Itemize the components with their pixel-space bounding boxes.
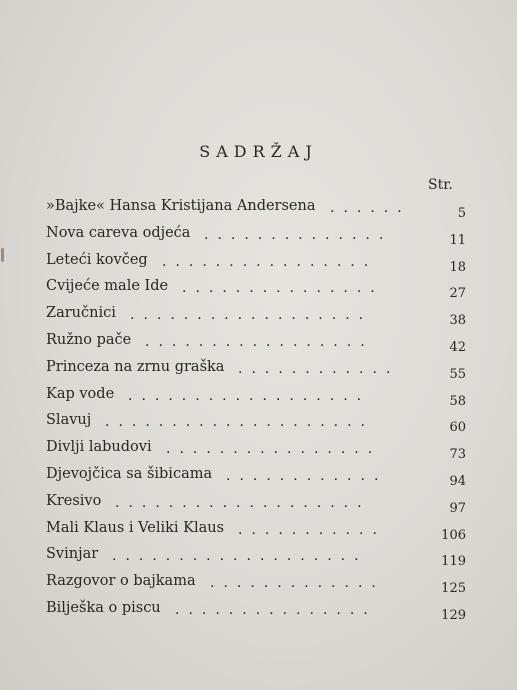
toc-entry xyxy=(46,600,466,626)
dot-leader: ............ xyxy=(238,360,400,377)
toc-entry-page: 18 xyxy=(449,259,466,275)
toc-entry-page: 106 xyxy=(441,527,466,543)
dot-leader: .................. xyxy=(130,307,373,324)
dot-leader: ............ xyxy=(226,468,388,484)
toc-entry xyxy=(46,386,466,412)
toc-entry xyxy=(46,305,466,331)
dot-leader: ...... xyxy=(330,200,411,216)
toc-entry-page: 42 xyxy=(449,340,466,355)
toc-entry xyxy=(46,439,466,465)
toc-entry xyxy=(46,573,466,599)
toc-entry xyxy=(46,278,466,304)
dot-leader: ................ xyxy=(162,253,378,270)
toc-entry-page: 27 xyxy=(449,286,466,302)
toc-entry xyxy=(46,520,466,546)
dot-leader: .................... xyxy=(105,414,375,431)
toc-entry-title: Svinjar xyxy=(46,546,99,563)
toc-entry-page: 38 xyxy=(449,313,466,329)
toc-entry-page: 97 xyxy=(449,500,466,516)
dot-leader: ............... xyxy=(175,602,377,618)
toc-entry-page: 129 xyxy=(441,608,466,623)
toc-entry-title: Ružno pače xyxy=(46,332,132,348)
toc-entry-page: 55 xyxy=(449,366,466,382)
toc-entry xyxy=(46,466,466,492)
toc-entry-title: Slavuj xyxy=(46,412,92,429)
toc-entry-page: 58 xyxy=(449,393,466,409)
toc-entry-page: 60 xyxy=(449,420,466,436)
toc-entry-title: Nova careva odjeća xyxy=(46,224,191,241)
toc-entry xyxy=(46,198,466,224)
dot-leader: ................... xyxy=(112,548,368,565)
toc-entry-page: 119 xyxy=(441,554,466,570)
toc-entry-page: 11 xyxy=(449,232,466,248)
toc-entry-title: Leteći kovčeg xyxy=(46,251,148,268)
toc-entry xyxy=(46,252,466,278)
dot-leader: ............. xyxy=(210,575,385,592)
toc-entry-title: »Bajke« Hansa Kristijana Andersena xyxy=(46,198,316,214)
toc-entry xyxy=(46,359,466,385)
toc-entry xyxy=(46,493,466,519)
page-title: SADRŽAJ xyxy=(199,142,318,161)
toc-entry xyxy=(46,546,466,572)
dot-leader: .............. xyxy=(204,226,393,243)
toc-entry-title: Divlji labudovi xyxy=(46,439,152,456)
toc-entry-title: Djevojčica sa šibicama xyxy=(46,466,213,482)
toc-entry xyxy=(46,225,466,251)
dot-leader: ........... xyxy=(238,521,386,538)
toc-entry-page: 125 xyxy=(441,581,466,597)
page-column-label: Str. xyxy=(428,177,453,193)
dot-leader: ................ xyxy=(166,441,382,458)
toc-entry-title: Mali Klaus i Veliki Klaus xyxy=(46,519,225,536)
toc-entry-title: Cvijeće male Ide xyxy=(46,278,169,295)
toc-entry-title: Zaručnici xyxy=(46,305,116,322)
dot-leader: .................. xyxy=(128,387,371,404)
toc-entry-title: Kap vode xyxy=(46,385,115,402)
toc-entry-title: Princeza na zrnu graška xyxy=(46,358,225,375)
toc-entry-title: Bilješka o piscu xyxy=(46,600,161,616)
toc-entry-title: Razgovor o bajkama xyxy=(46,573,196,590)
dot-leader: ................. xyxy=(145,334,374,350)
dot-leader: ................... xyxy=(115,494,371,511)
toc-entry-page: 94 xyxy=(449,474,466,489)
toc-entry xyxy=(46,412,466,438)
dot-leader: ............... xyxy=(182,280,384,297)
toc-entry-page: 73 xyxy=(449,447,466,463)
toc-entry-page: 5 xyxy=(457,206,466,221)
toc-entry-title: Kresivo xyxy=(46,492,102,509)
toc-entry xyxy=(46,332,466,358)
